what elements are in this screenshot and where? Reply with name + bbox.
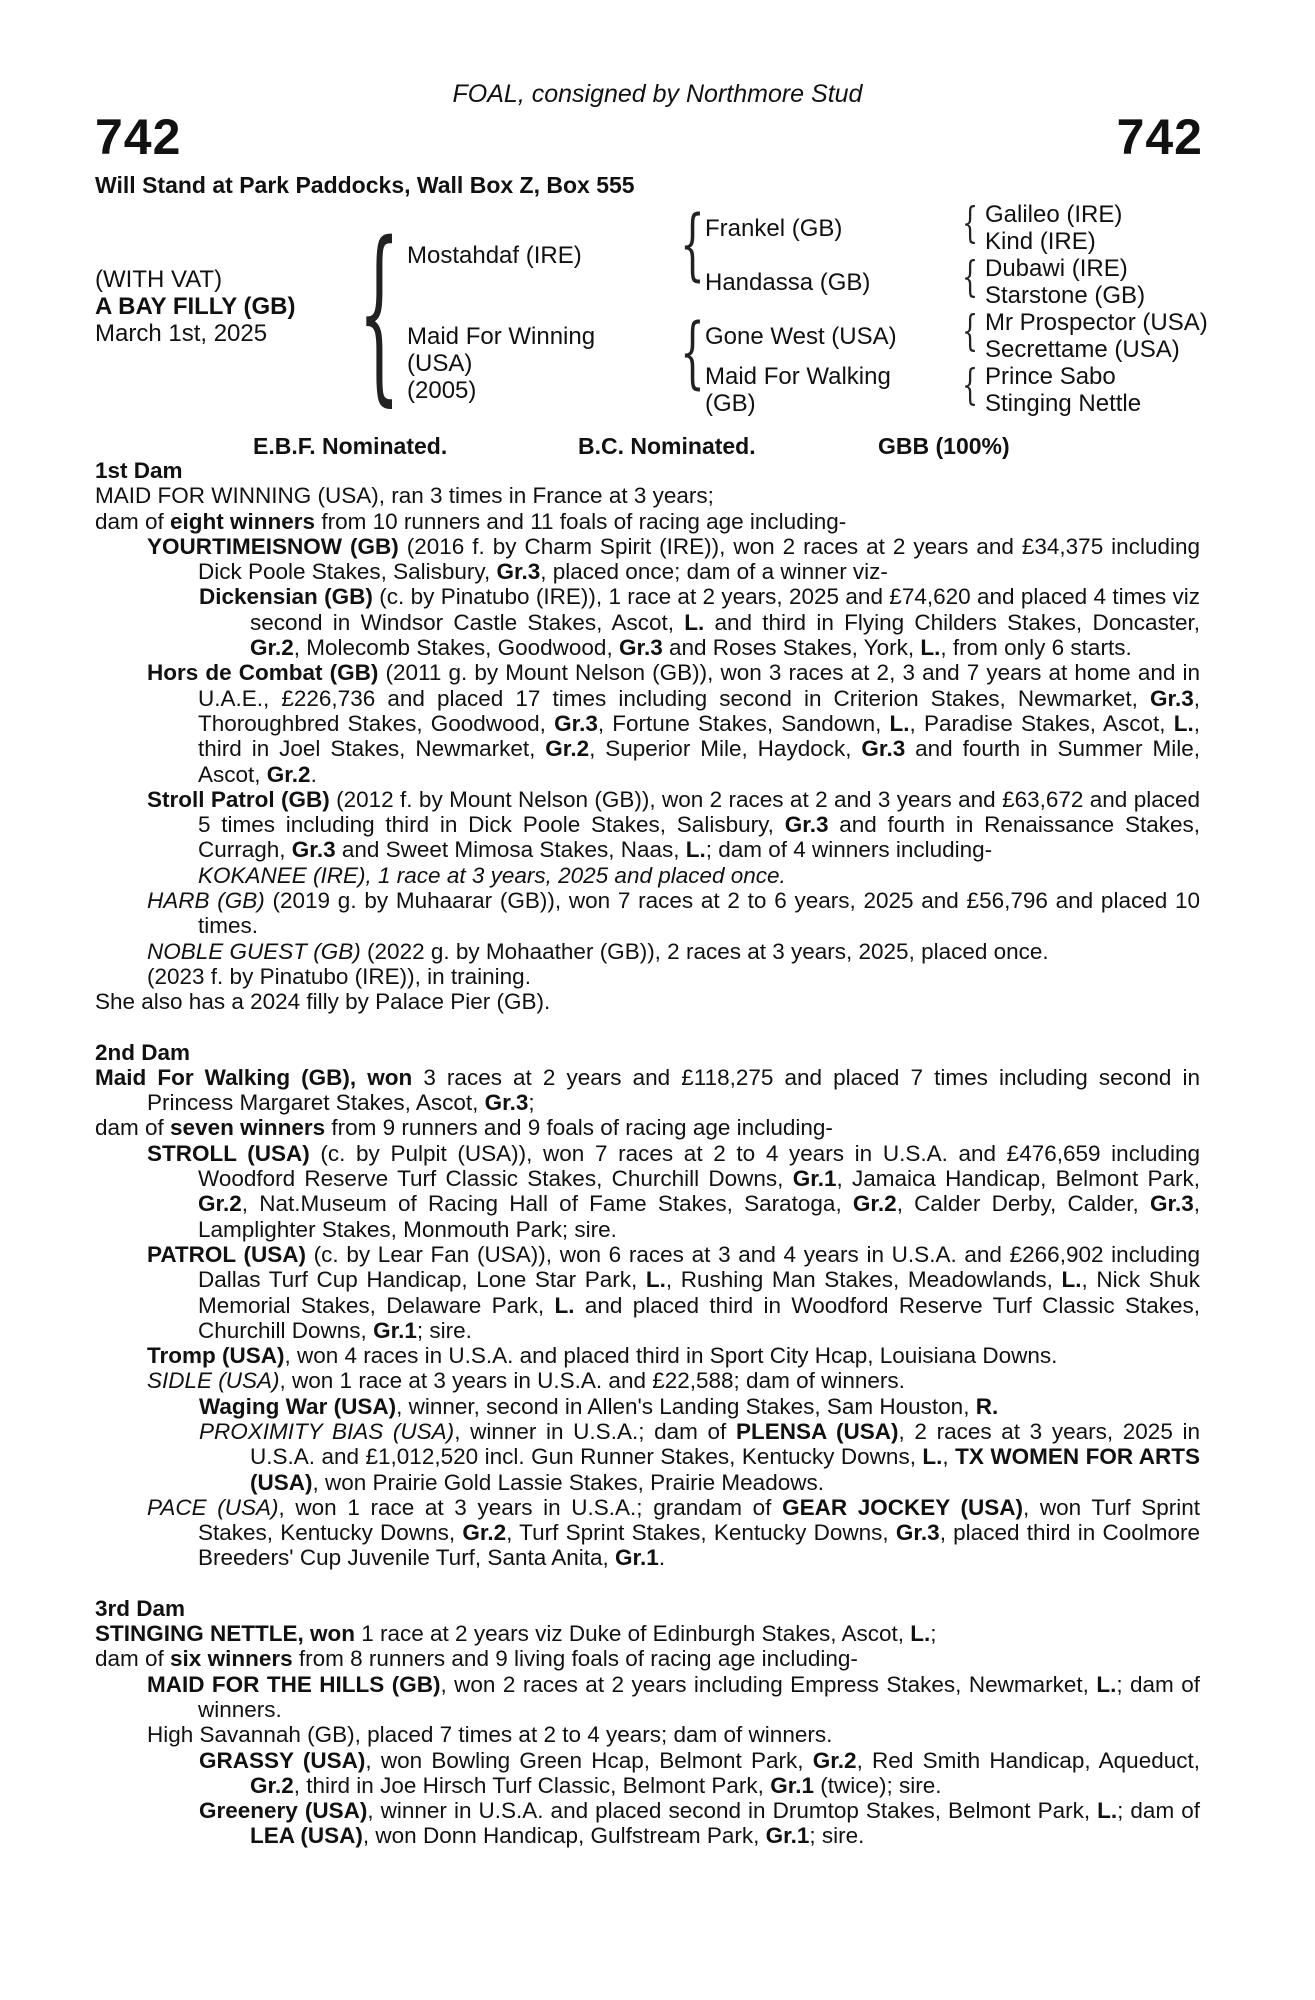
pedigree-dam-line2: (USA): [407, 350, 473, 377]
pedigree-brace-sd: {: [962, 252, 979, 301]
pedigree-brace-sire: {: [680, 200, 705, 290]
gbb-rating: GBB (100%): [878, 433, 1010, 459]
produce-sidle: SIDLE (USA), won 1 race at 3 years in U.S.A. and £22,588; dam of winners.: [147, 1368, 905, 1394]
catalogue-body: [95, 458, 1200, 1849]
produce-waging-war: Waging War (USA), winner, second in Allen's Landing Stakes, Sam Houston, R.: [199, 1393, 999, 1419]
pedigree-dam-sire: Gone West (USA): [705, 323, 897, 350]
produce-stroll: STROLL (USA) (c. by Pulpit (USA)), won 7 races at 2 to 4 years in U.S.A. and £476,659 including Woodford Reserve Turf Classic Stakes, Churchill Downs, Gr.1, Jamaica Handicap, Belmont Park, Gr.2, Nat.Museum of Racing Hall of Fame Stakes, Saratoga, Gr.2, Calder Derby, Calder, Gr.3, Lamplighter Stakes, Monmouth Park; sire.: [147, 1140, 1200, 1242]
produce-maid-for-the-hills: MAID FOR THE HILLS (GB), won 2 races at 2 years including Empress Stakes, Newmarket, L.; dam of winners.: [147, 1671, 1200, 1722]
second-dam-summary: Maid For Walking (GB), won 3 races at 2 years and £118,275 and placed 7 times including second in Princess Margaret Stakes, Ascot, Gr.3;: [95, 1064, 1200, 1116]
stabling-location: Will Stand at Park Paddocks, Wall Box Z, Box 555: [95, 172, 635, 198]
produce-harb: HARB (GB) (2019 g. by Muhaarar (GB)), won 7 races at 2 to 6 years, 2025 and £56,796 and placed 10 times.: [147, 888, 1201, 939]
pedigree-brace-ss: {: [962, 198, 979, 247]
produce-kokanee: KOKANEE (IRE), 1 race at 3 years, 2025 and placed once.: [198, 862, 786, 888]
pedigree-dam-dam-line1: Maid For Walking: [705, 363, 891, 390]
first-dam-produce: dam of eight winners from 10 runners and 11 foals of racing age including-: [95, 508, 847, 534]
lot-name: A BAY FILLY (GB): [95, 293, 296, 320]
ebf-nomination: E.B.F. Nominated.: [253, 433, 448, 459]
pedigree-dss: Mr Prospector (USA): [985, 309, 1208, 336]
produce-proximity-bias: PROXIMITY BIAS (USA), winner in U.S.A.; dam of PLENSA (USA), 2 races at 3 years, 2025 in U.S.A. and £1,012,520 incl. Gun Runner Stakes, Kentucky Downs, L., TX WOMEN FOR ARTS (USA), won Prairie Gold Lassie Stakes, Prairie Meadows.: [199, 1418, 1200, 1495]
lot-number-right: 742: [1116, 109, 1203, 165]
produce-greenery: Greenery (USA), winner in U.S.A. and placed second in Drumtop Stakes, Belmont Park, L.; dam of LEA (USA), won Donn Handicap, Gulfstream Park, Gr.1; sire.: [199, 1798, 1200, 1849]
produce-stroll-patrol: Stroll Patrol (GB) (2012 f. by Mount Nelson (GB)), won 2 races at 2 and 3 years and £63,672 and placed 5 times including third in Dick Poole Stakes, Salisbury, Gr.3 and fourth in Renaissance Stakes, Curragh, Gr.3 and Sweet Mimosa Stakes, Naas, L.; dam of 4 winners including-: [147, 786, 1200, 863]
pedigree-dam-dam-line2: (GB): [705, 390, 756, 417]
produce-patrol: PATROL (USA) (c. by Lear Fan (USA)), won 6 races at 3 and 4 years in U.S.A. and £266,902 including Dallas Turf Cup Handicap, Lone Star Park, L., Rushing Man Stakes, Meadowlands, L., Nick Shuk Memorial Stakes, Delaware Park, L. and placed third in Woodford Reserve Turf Classic Stakes, Churchill Downs, Gr.1; sire.: [147, 1241, 1200, 1343]
pedigree-sdd: Starstone (GB): [985, 282, 1146, 309]
pedigree-dsd: Secrettame (USA): [985, 336, 1180, 363]
first-dam-summary: MAID FOR WINNING (USA), ran 3 times in France at 3 years;: [95, 483, 714, 509]
lot-number-left: 742: [95, 109, 182, 165]
pedigree-dam-line3: (2005): [407, 377, 477, 404]
third-dam-summary: STINGING NETTLE, won 1 race at 2 years viz Duke of Edinburgh Stakes, Ascot, L.;: [95, 1621, 937, 1647]
produce-grassy: GRASSY (USA), won Bowling Green Hcap, Belmont Park, Gr.2, Red Smith Handicap, Aqueduct, Gr.2, third in Joe Hirsch Turf Classic, Belmont Park, Gr.1 (twice); sire.: [199, 1747, 1200, 1798]
pedigree-sire: Mostahdaf (IRE): [407, 242, 582, 269]
produce-hors-de-combat: Hors de Combat (GB) (2011 g. by Mount Nelson (GB)), won 3 races at 2, 3 and 7 years at home and in U.A.E., £226,736 and placed 17 times including second in Criterion Stakes, Newmarket, Gr.3, Thoroughbred Stakes, Goodwood, Gr.3, Fortune Stakes, Sandown, L., Paradise Stakes, Ascot, L., third in Joel Stakes, Newmarket, Gr.2, Superior Mile, Haydock, Gr.3 and fourth in Summer Mile, Ascot, Gr.2.: [147, 660, 1201, 787]
pedigree-dds: Prince Sabo: [985, 363, 1116, 390]
produce-pace: PACE (USA), won 1 race at 3 years in U.S.A.; grandam of GEAR JOCKEY (USA), won Turf Sprint Stakes, Kentucky Downs, Gr.2, Turf Sprint Stakes, Kentucky Downs, Gr.3, placed third in Coolmore Breeders' Cup Juvenile Turf, Santa Anita, Gr.1.: [147, 1494, 1201, 1571]
pedigree-dam-line1: Maid For Winning: [407, 323, 596, 350]
pedigree-sire-sire: Frankel (GB): [705, 215, 843, 242]
second-dam-title: 2nd Dam: [95, 1039, 191, 1065]
first-dam-title: 1st Dam: [95, 458, 183, 483]
produce-2024-filly: She also has a 2024 filly by Palace Pier (GB).: [95, 989, 551, 1015]
pedigree-sire-dam: Handassa (GB): [705, 269, 871, 296]
pedigree-ssd: Kind (IRE): [985, 228, 1096, 255]
pedigree-brace-dam: {: [680, 308, 705, 398]
produce-high-savannah: High Savannah (GB), placed 7 times at 2 to 4 years; dam of winners.: [147, 1722, 833, 1748]
produce-dickensian: Dickensian (GB) (c. by Pinatubo (IRE)), 1 race at 2 years, 2025 and £74,620 and placed 4 times viz second in Windsor Castle Stakes, Ascot, L. and third in Flying Childers Stakes, Doncaster, Gr.2, Molecomb Stakes, Goodwood, Gr.3 and Roses Stakes, York, L., from only 6 starts.: [199, 584, 1200, 661]
pedigree-ddd: Stinging Nettle: [985, 390, 1142, 417]
produce-tromp: Tromp (USA), won 4 races in U.S.A. and placed third in Sport City Hcap, Louisiana Downs.: [147, 1343, 1058, 1369]
vat-note: (WITH VAT): [95, 266, 223, 293]
pedigree-brace-main: {: [358, 202, 401, 423]
pedigree-sss: Galileo (IRE): [985, 201, 1123, 228]
produce-noble-guest: NOBLE GUEST (GB) (2022 g. by Mohaather (GB)), 2 races at 3 years, 2025, placed once.: [147, 938, 1049, 964]
produce-yourtimeisnow: YOURTIMEISNOW (GB) (2016 f. by Charm Spirit (IRE)), won 2 races at 2 years and £34,375 including Dick Poole Stakes, Salisbury, Gr.3, placed once; dam of a winner viz-: [147, 533, 1200, 585]
third-dam-title: 3rd Dam: [95, 1595, 186, 1621]
pedigree-brace-dd: {: [962, 360, 979, 409]
foaling-date: March 1st, 2025: [95, 320, 268, 347]
third-dam-produce: dam of six winners from 8 runners and 9 living foals of racing age including-: [95, 1646, 858, 1672]
produce-2023-filly: (2023 f. by Pinatubo (IRE)), in training.: [147, 963, 531, 989]
bc-nomination: B.C. Nominated.: [578, 433, 756, 459]
pedigree-sds: Dubawi (IRE): [985, 255, 1128, 282]
second-dam-produce: dam of seven winners from 9 runners and 9 foals of racing age including-: [95, 1115, 833, 1141]
consignment-line: FOAL, consigned by Northmore Stud: [452, 80, 863, 108]
pedigree-brace-ds: {: [962, 306, 979, 355]
